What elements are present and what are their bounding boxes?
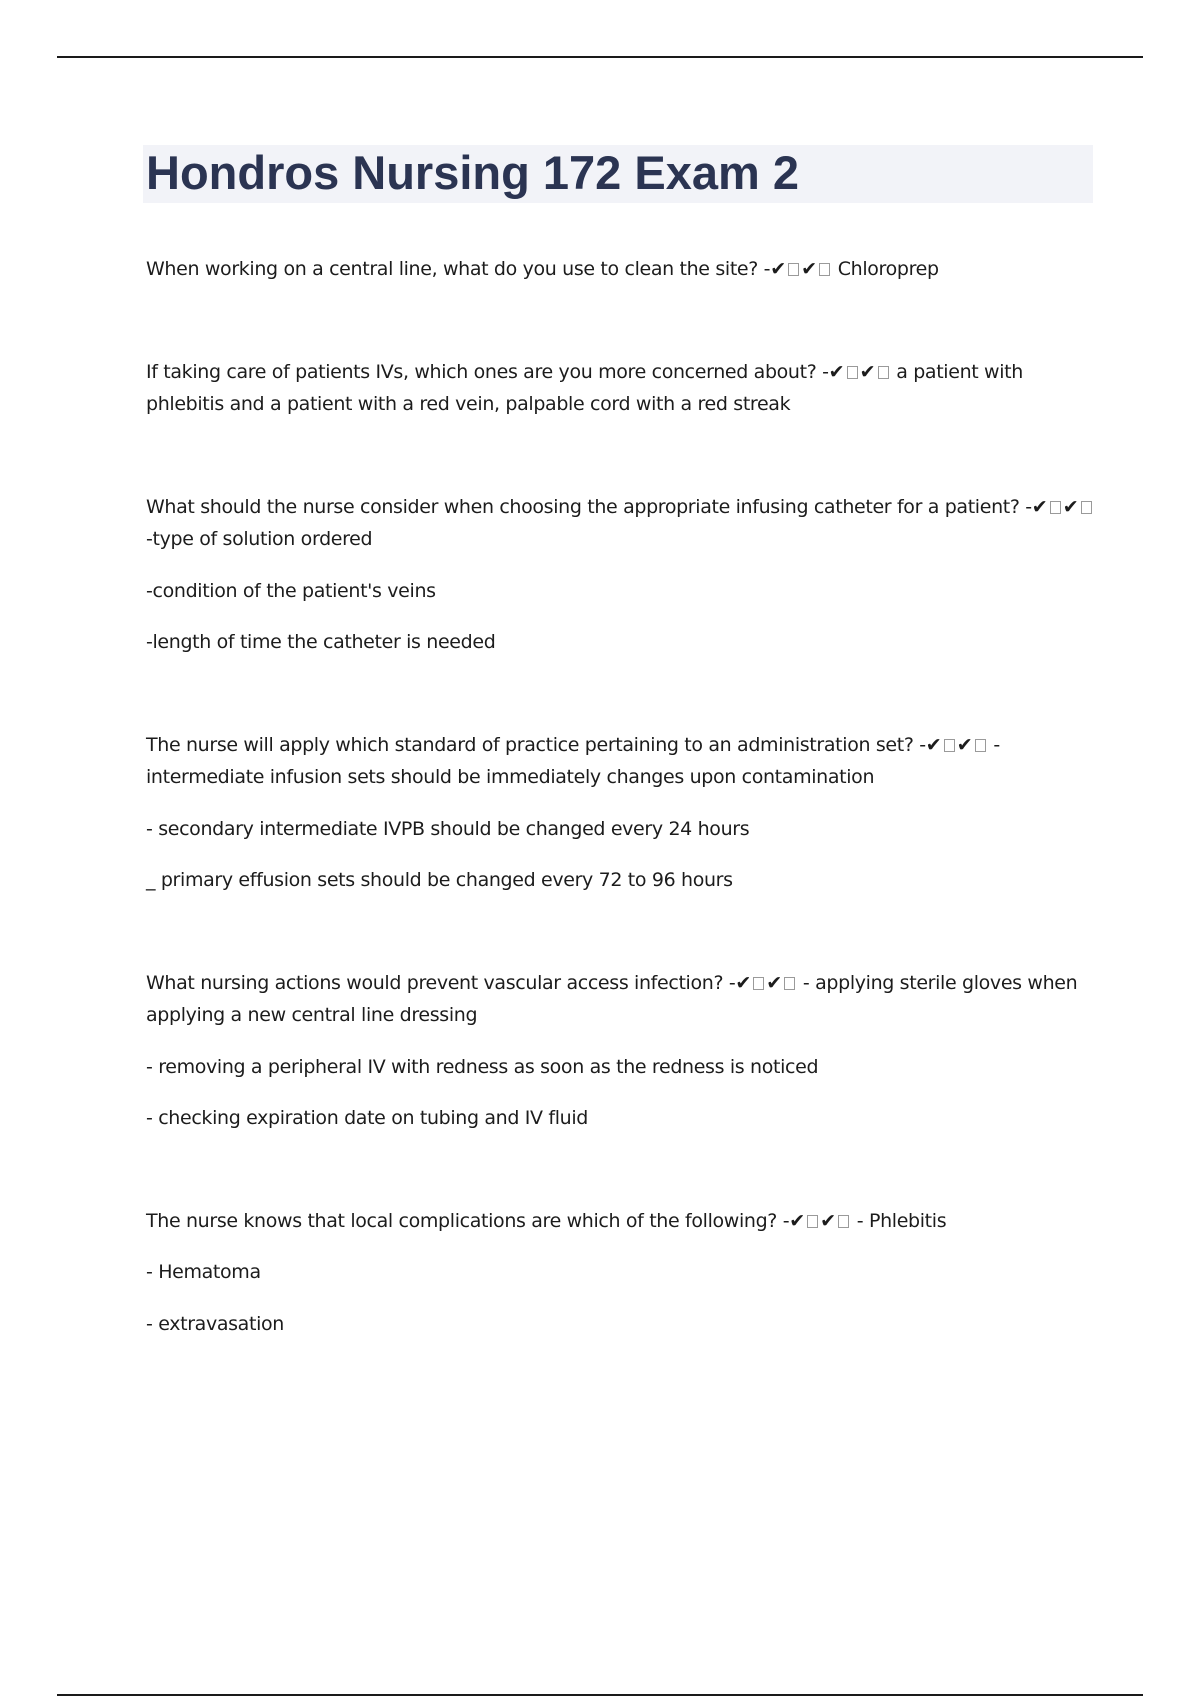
qa-item — [146, 729, 1096, 897]
question-text: The nurse knows that local complications are which of the following? - — [146, 1209, 790, 1232]
answer-text: - intermediate infusion sets should be immediately changes upon contamination — [146, 733, 1000, 788]
answer-line: - checking expiration date on tubing and IV fluid — [146, 1107, 588, 1129]
qa-first-line — [146, 1205, 1096, 1238]
qa-item — [146, 967, 1096, 1135]
qa-first-line — [146, 491, 1096, 556]
empty-box-icon — [1081, 501, 1092, 514]
answer-text: Chloroprep — [837, 258, 939, 280]
check-icon: ✔ — [766, 971, 783, 994]
answer-line: -condition of the patient's veins — [146, 579, 436, 602]
answer-marker — [1032, 496, 1094, 518]
qa-first-line — [146, 729, 1096, 794]
empty-box-icon — [944, 739, 955, 752]
empty-box-icon — [878, 366, 889, 379]
check-icon: ✔ — [735, 971, 752, 994]
check-icon: ✔ — [789, 1209, 806, 1232]
question-text: If taking care of patients IVs, which ones are you more concerned about? - — [146, 360, 829, 383]
qa-item — [146, 491, 1096, 659]
empty-box-icon — [784, 977, 795, 990]
answer-text: -type of solution ordered — [146, 528, 373, 550]
top-divider — [57, 56, 1143, 58]
empty-box-icon — [819, 263, 830, 276]
qa-first-line — [146, 253, 1096, 286]
question-text: What nursing actions would prevent vascular access infection? - — [146, 971, 736, 994]
bottom-divider — [57, 1694, 1143, 1696]
empty-box-icon — [838, 1215, 849, 1228]
empty-box-icon — [807, 1215, 818, 1228]
check-icon: ✔ — [828, 360, 845, 383]
answer-text: - Phlebitis — [856, 1209, 947, 1232]
question-text: What should the nurse consider when choosing the appropriate infusing catheter for a patient? - — [146, 495, 1032, 518]
answer-line: _ primary effusion sets should be changed every 72 to 96 hours — [146, 869, 733, 891]
empty-box-icon — [847, 366, 858, 379]
answer-line: - extravasation — [146, 1312, 284, 1335]
answer-line: - Hematoma — [146, 1261, 261, 1283]
answer-line: - removing a peripheral IV with redness as soon as the redness is noticed — [146, 1055, 819, 1078]
check-icon: ✔ — [770, 258, 787, 280]
empty-box-icon — [1050, 501, 1061, 514]
check-icon: ✔ — [1031, 495, 1048, 518]
qa-item — [146, 1205, 1096, 1341]
qa-item — [146, 356, 1096, 421]
page-title: Hondros Nursing 172 Exam 2 — [146, 146, 799, 199]
qa-item — [146, 253, 1096, 286]
answer-marker — [735, 972, 797, 994]
answer-marker — [770, 258, 832, 280]
empty-box-icon — [975, 739, 986, 752]
answer-text: a patient with phlebitis and a patient with a red vein, palpable cord with a red streak — [146, 360, 1023, 415]
check-icon: ✔ — [956, 733, 973, 756]
answer-marker — [829, 361, 891, 383]
qa-first-line — [146, 356, 1096, 421]
answer-text: - applying sterile gloves when applying a new central line dressing — [146, 971, 1078, 1026]
question-text: When working on a central line, what do you use to clean the site? - — [146, 258, 771, 280]
answer-line: - secondary intermediate IVPB should be changed every 24 hours — [146, 817, 750, 840]
answer-marker — [789, 1210, 851, 1232]
check-icon: ✔ — [1062, 495, 1079, 518]
qa-list — [146, 253, 1096, 1340]
check-icon: ✔ — [925, 733, 942, 756]
empty-box-icon — [753, 977, 764, 990]
check-icon: ✔ — [820, 1209, 837, 1232]
answer-line: -length of time the catheter is needed — [146, 631, 496, 653]
answer-marker — [926, 734, 988, 756]
check-icon: ✔ — [859, 360, 876, 383]
empty-box-icon — [788, 263, 799, 276]
question-text: The nurse will apply which standard of practice pertaining to an administration set? - — [146, 733, 926, 756]
check-icon: ✔ — [801, 258, 818, 280]
qa-first-line — [146, 967, 1096, 1032]
